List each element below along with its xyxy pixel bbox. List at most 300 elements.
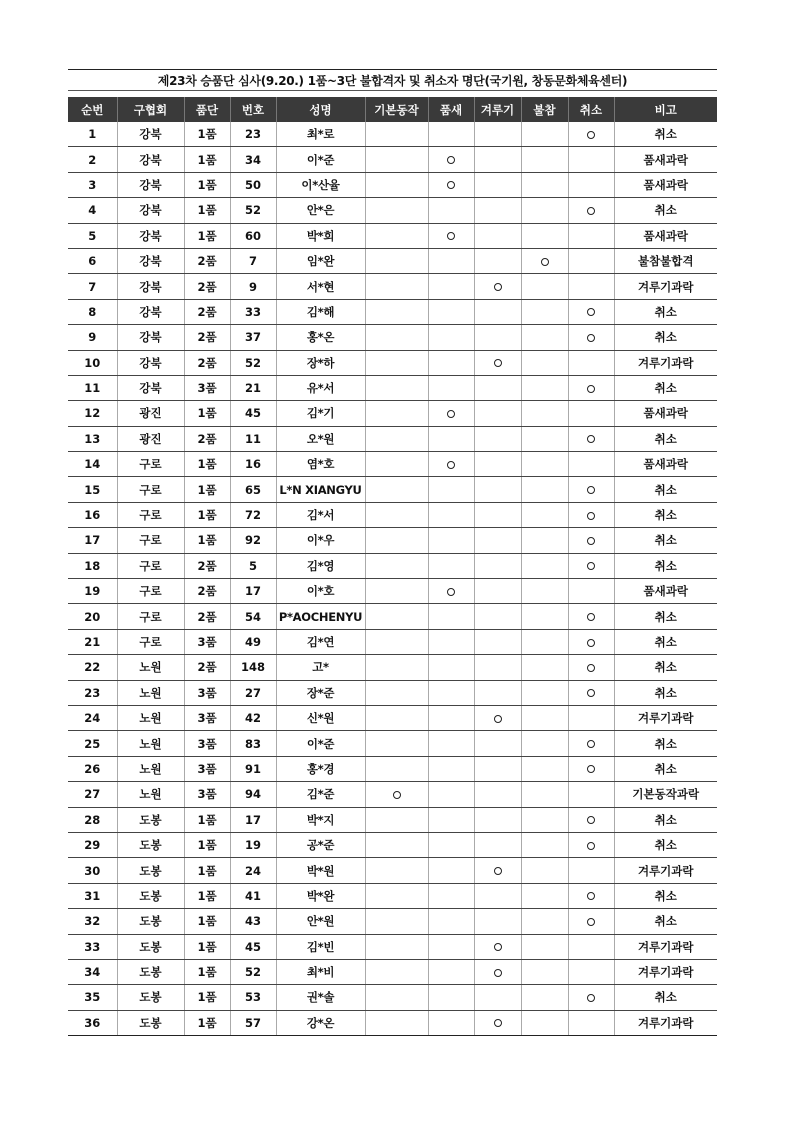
- row-mark-cell: [521, 985, 568, 1010]
- row-no: 2: [68, 147, 117, 172]
- table-row: [68, 655, 717, 680]
- row-mark-cell: [521, 655, 568, 680]
- row-mark-cell: [568, 172, 614, 197]
- row-note: 취소: [614, 198, 717, 223]
- row-mark-cell: [568, 655, 614, 680]
- row-no: 25: [68, 731, 117, 756]
- row-mark-cell: [428, 782, 474, 807]
- row-number: 52: [230, 198, 276, 223]
- row-note: 겨루기과락: [614, 1010, 717, 1035]
- row-rank: 1품: [184, 401, 230, 426]
- row-mark-cell: [474, 858, 521, 883]
- col-header-no: 순번: [68, 97, 117, 122]
- row-region: 노원: [117, 680, 184, 705]
- row-rank: 3품: [184, 756, 230, 781]
- row-mark-cell: [365, 426, 428, 451]
- row-mark-cell: [521, 350, 568, 375]
- row-mark-cell: [568, 934, 614, 959]
- table-row: [68, 375, 717, 400]
- circle-mark-icon: [587, 537, 595, 545]
- row-region: 도봉: [117, 1010, 184, 1035]
- row-region: 도봉: [117, 807, 184, 832]
- row-mark-cell: [521, 172, 568, 197]
- table-row: [68, 426, 717, 451]
- row-mark-cell: [365, 452, 428, 477]
- row-region: 노원: [117, 782, 184, 807]
- row-number: 45: [230, 934, 276, 959]
- row-mark-cell: [568, 325, 614, 350]
- row-mark-cell: [428, 629, 474, 654]
- row-rank: 1품: [184, 172, 230, 197]
- row-name: 박*완: [276, 883, 365, 908]
- row-name: 안*원: [276, 909, 365, 934]
- row-mark-cell: [521, 401, 568, 426]
- row-mark-cell: [428, 274, 474, 299]
- row-region: 강북: [117, 172, 184, 197]
- row-mark-cell: [428, 756, 474, 781]
- row-mark-cell: [521, 502, 568, 527]
- row-note: 품새과락: [614, 147, 717, 172]
- row-name: 김*빈: [276, 934, 365, 959]
- row-region: 구로: [117, 579, 184, 604]
- row-mark-cell: [474, 604, 521, 629]
- row-region: 강북: [117, 325, 184, 350]
- row-note: 겨루기과락: [614, 858, 717, 883]
- row-mark-cell: [521, 477, 568, 502]
- row-mark-cell: [521, 604, 568, 629]
- row-region: 구로: [117, 452, 184, 477]
- row-rank: 3품: [184, 629, 230, 654]
- row-no: 18: [68, 553, 117, 578]
- row-mark-cell: [365, 858, 428, 883]
- row-mark-cell: [474, 959, 521, 984]
- row-region: 도봉: [117, 858, 184, 883]
- row-mark-cell: [568, 401, 614, 426]
- row-name: 박*희: [276, 223, 365, 248]
- row-mark-cell: [474, 248, 521, 273]
- row-no: 16: [68, 502, 117, 527]
- row-mark-cell: [521, 579, 568, 604]
- row-name: 김*서: [276, 502, 365, 527]
- row-mark-cell: [521, 528, 568, 553]
- row-name: 강*온: [276, 1010, 365, 1035]
- row-mark-cell: [365, 756, 428, 781]
- row-mark-cell: [474, 325, 521, 350]
- row-note: 취소: [614, 731, 717, 756]
- circle-mark-icon: [494, 943, 502, 951]
- row-no: 20: [68, 604, 117, 629]
- row-rank: 1품: [184, 1010, 230, 1035]
- row-mark-cell: [521, 274, 568, 299]
- row-mark-cell: [428, 248, 474, 273]
- row-mark-cell: [521, 832, 568, 857]
- row-rank: 1품: [184, 502, 230, 527]
- row-mark-cell: [521, 731, 568, 756]
- row-mark-cell: [474, 172, 521, 197]
- row-mark-cell: [474, 579, 521, 604]
- row-no: 33: [68, 934, 117, 959]
- circle-mark-icon: [494, 867, 502, 875]
- row-name: 이*우: [276, 528, 365, 553]
- row-mark-cell: [568, 985, 614, 1010]
- row-mark-cell: [365, 553, 428, 578]
- row-note: 취소: [614, 985, 717, 1010]
- row-mark-cell: [428, 985, 474, 1010]
- table-row: [68, 401, 717, 426]
- row-mark-cell: [365, 401, 428, 426]
- circle-mark-icon: [587, 207, 595, 215]
- table-body: [68, 122, 717, 1036]
- table-row: [68, 629, 717, 654]
- circle-mark-icon: [494, 283, 502, 291]
- row-no: 28: [68, 807, 117, 832]
- row-mark-cell: [568, 553, 614, 578]
- row-region: 구로: [117, 604, 184, 629]
- row-mark-cell: [521, 122, 568, 147]
- row-no: 5: [68, 223, 117, 248]
- table-row: [68, 350, 717, 375]
- circle-mark-icon: [393, 791, 401, 799]
- row-rank: 1품: [184, 858, 230, 883]
- circle-mark-icon: [587, 131, 595, 139]
- row-mark-cell: [365, 832, 428, 857]
- row-rank: 1품: [184, 528, 230, 553]
- row-mark-cell: [474, 832, 521, 857]
- table-row: [68, 985, 717, 1010]
- row-mark-cell: [428, 198, 474, 223]
- row-number: 17: [230, 807, 276, 832]
- row-mark-cell: [521, 705, 568, 730]
- row-number: 60: [230, 223, 276, 248]
- circle-mark-icon: [494, 359, 502, 367]
- table-row: [68, 452, 717, 477]
- row-no: 13: [68, 426, 117, 451]
- circle-mark-icon: [587, 892, 595, 900]
- row-name: 이*준: [276, 731, 365, 756]
- row-mark-cell: [474, 350, 521, 375]
- row-number: 52: [230, 350, 276, 375]
- row-mark-cell: [474, 528, 521, 553]
- row-region: 강북: [117, 350, 184, 375]
- table-row: [68, 198, 717, 223]
- row-mark-cell: [474, 705, 521, 730]
- row-mark-cell: [474, 502, 521, 527]
- row-mark-cell: [428, 705, 474, 730]
- row-name: 안*은: [276, 198, 365, 223]
- row-no: 17: [68, 528, 117, 553]
- circle-mark-icon: [494, 969, 502, 977]
- row-no: 1: [68, 122, 117, 147]
- row-mark-cell: [521, 299, 568, 324]
- row-mark-cell: [428, 122, 474, 147]
- table-row: [68, 832, 717, 857]
- row-region: 노원: [117, 731, 184, 756]
- row-rank: 2품: [184, 426, 230, 451]
- row-mark-cell: [521, 782, 568, 807]
- row-name: 이*준: [276, 147, 365, 172]
- row-no: 32: [68, 909, 117, 934]
- row-rank: 1품: [184, 883, 230, 908]
- row-number: 49: [230, 629, 276, 654]
- row-mark-cell: [474, 782, 521, 807]
- row-mark-cell: [521, 959, 568, 984]
- row-mark-cell: [474, 1010, 521, 1035]
- circle-mark-icon: [587, 308, 595, 316]
- row-number: 24: [230, 858, 276, 883]
- row-mark-cell: [568, 375, 614, 400]
- circle-mark-icon: [447, 156, 455, 164]
- row-mark-cell: [428, 375, 474, 400]
- table-row: [68, 909, 717, 934]
- row-mark-cell: [365, 299, 428, 324]
- row-region: 도봉: [117, 909, 184, 934]
- row-rank: 1품: [184, 807, 230, 832]
- row-mark-cell: [521, 375, 568, 400]
- row-number: 41: [230, 883, 276, 908]
- row-region: 강북: [117, 122, 184, 147]
- row-mark-cell: [474, 553, 521, 578]
- row-no: 22: [68, 655, 117, 680]
- row-mark-cell: [474, 426, 521, 451]
- row-mark-cell: [365, 782, 428, 807]
- row-rank: 2품: [184, 274, 230, 299]
- row-name: 최*로: [276, 122, 365, 147]
- row-note: 취소: [614, 477, 717, 502]
- col-header-region: 구협회: [117, 97, 184, 122]
- row-mark-cell: [365, 274, 428, 299]
- circle-mark-icon: [587, 639, 595, 647]
- row-rank: 2품: [184, 350, 230, 375]
- row-mark-cell: [568, 248, 614, 273]
- row-region: 도봉: [117, 832, 184, 857]
- row-mark-cell: [568, 1010, 614, 1035]
- table-row: [68, 1010, 717, 1035]
- row-rank: 1품: [184, 452, 230, 477]
- row-rank: 2품: [184, 553, 230, 578]
- row-name: 이*호: [276, 579, 365, 604]
- row-mark-cell: [428, 655, 474, 680]
- row-name: 서*현: [276, 274, 365, 299]
- circle-mark-icon: [447, 461, 455, 469]
- row-mark-cell: [568, 579, 614, 604]
- row-note: 품새과락: [614, 401, 717, 426]
- row-rank: 1품: [184, 198, 230, 223]
- row-note: 겨루기과락: [614, 350, 717, 375]
- circle-mark-icon: [447, 410, 455, 418]
- row-note: 취소: [614, 832, 717, 857]
- row-region: 구로: [117, 528, 184, 553]
- row-note: 취소: [614, 553, 717, 578]
- table-row: [68, 731, 717, 756]
- row-no: 8: [68, 299, 117, 324]
- table-row: [68, 756, 717, 781]
- circle-mark-icon: [587, 562, 595, 570]
- row-name: 김*영: [276, 553, 365, 578]
- row-mark-cell: [428, 401, 474, 426]
- row-no: 34: [68, 959, 117, 984]
- table-row: [68, 325, 717, 350]
- row-mark-cell: [568, 731, 614, 756]
- row-name: 김*기: [276, 401, 365, 426]
- circle-mark-icon: [494, 715, 502, 723]
- row-mark-cell: [428, 934, 474, 959]
- row-mark-cell: [568, 832, 614, 857]
- row-mark-cell: [474, 401, 521, 426]
- row-number: 23: [230, 122, 276, 147]
- row-number: 45: [230, 401, 276, 426]
- row-no: 36: [68, 1010, 117, 1035]
- table-row: [68, 604, 717, 629]
- row-mark-cell: [474, 807, 521, 832]
- row-mark-cell: [474, 883, 521, 908]
- row-note: 취소: [614, 756, 717, 781]
- circle-mark-icon: [587, 664, 595, 672]
- row-rank: 1품: [184, 477, 230, 502]
- table-row: [68, 274, 717, 299]
- row-number: 54: [230, 604, 276, 629]
- row-mark-cell: [521, 858, 568, 883]
- row-mark-cell: [365, 477, 428, 502]
- row-mark-cell: [428, 172, 474, 197]
- circle-mark-icon: [587, 816, 595, 824]
- row-number: 21: [230, 375, 276, 400]
- row-mark-cell: [474, 223, 521, 248]
- row-mark-cell: [568, 858, 614, 883]
- row-note: 취소: [614, 502, 717, 527]
- row-note: 취소: [614, 325, 717, 350]
- table-row: [68, 502, 717, 527]
- row-note: 취소: [614, 122, 717, 147]
- row-mark-cell: [474, 909, 521, 934]
- row-mark-cell: [568, 629, 614, 654]
- row-note: 취소: [614, 680, 717, 705]
- row-mark-cell: [568, 604, 614, 629]
- row-note: 취소: [614, 604, 717, 629]
- row-rank: 1품: [184, 934, 230, 959]
- row-name: 홍*온: [276, 325, 365, 350]
- row-rank: 2품: [184, 655, 230, 680]
- row-mark-cell: [568, 959, 614, 984]
- row-mark-cell: [474, 452, 521, 477]
- row-name: 박*원: [276, 858, 365, 883]
- table-row: [68, 553, 717, 578]
- row-number: 92: [230, 528, 276, 553]
- circle-mark-icon: [587, 689, 595, 697]
- row-number: 11: [230, 426, 276, 451]
- row-name: 김*준: [276, 782, 365, 807]
- circle-mark-icon: [447, 232, 455, 240]
- row-mark-cell: [568, 198, 614, 223]
- row-mark-cell: [428, 553, 474, 578]
- circle-mark-icon: [587, 740, 595, 748]
- row-no: 3: [68, 172, 117, 197]
- row-region: 강북: [117, 248, 184, 273]
- row-rank: 1품: [184, 985, 230, 1010]
- row-number: 27: [230, 680, 276, 705]
- circle-mark-icon: [494, 1019, 502, 1027]
- row-mark-cell: [365, 883, 428, 908]
- circle-mark-icon: [587, 512, 595, 520]
- row-mark-cell: [365, 1010, 428, 1035]
- row-name: P*AOCHENYU: [276, 604, 365, 629]
- row-rank: 1품: [184, 122, 230, 147]
- row-mark-cell: [474, 629, 521, 654]
- row-number: 94: [230, 782, 276, 807]
- table-row: [68, 858, 717, 883]
- row-rank: 2품: [184, 325, 230, 350]
- row-mark-cell: [568, 883, 614, 908]
- table-row: [68, 959, 717, 984]
- row-mark-cell: [521, 223, 568, 248]
- row-number: 7: [230, 248, 276, 273]
- row-mark-cell: [428, 452, 474, 477]
- row-number: 53: [230, 985, 276, 1010]
- col-header-sparring: 겨루기: [474, 97, 521, 122]
- row-region: 강북: [117, 223, 184, 248]
- row-mark-cell: [365, 807, 428, 832]
- row-mark-cell: [428, 223, 474, 248]
- row-mark-cell: [521, 147, 568, 172]
- table-row: [68, 147, 717, 172]
- table-row: [68, 934, 717, 959]
- row-name: 홍*경: [276, 756, 365, 781]
- table-row: [68, 248, 717, 273]
- row-mark-cell: [365, 172, 428, 197]
- row-name: 신*원: [276, 705, 365, 730]
- row-mark-cell: [521, 248, 568, 273]
- row-note: 겨루기과락: [614, 705, 717, 730]
- results-table: [68, 97, 717, 1036]
- row-mark-cell: [365, 350, 428, 375]
- row-mark-cell: [568, 680, 614, 705]
- row-mark-cell: [521, 452, 568, 477]
- row-mark-cell: [365, 655, 428, 680]
- row-mark-cell: [428, 680, 474, 705]
- row-mark-cell: [365, 680, 428, 705]
- row-region: 강북: [117, 198, 184, 223]
- row-mark-cell: [365, 959, 428, 984]
- row-mark-cell: [365, 985, 428, 1010]
- row-number: 16: [230, 452, 276, 477]
- row-mark-cell: [428, 731, 474, 756]
- row-mark-cell: [568, 528, 614, 553]
- circle-mark-icon: [447, 181, 455, 189]
- table-row: [68, 122, 717, 147]
- row-mark-cell: [474, 147, 521, 172]
- row-name: 권*솔: [276, 985, 365, 1010]
- row-region: 도봉: [117, 934, 184, 959]
- row-mark-cell: [365, 705, 428, 730]
- row-mark-cell: [521, 934, 568, 959]
- row-note: 품새과락: [614, 452, 717, 477]
- row-no: 35: [68, 985, 117, 1010]
- row-mark-cell: [568, 452, 614, 477]
- row-mark-cell: [365, 223, 428, 248]
- circle-mark-icon: [587, 918, 595, 926]
- row-name: 오*원: [276, 426, 365, 451]
- row-no: 12: [68, 401, 117, 426]
- circle-mark-icon: [587, 385, 595, 393]
- row-mark-cell: [568, 477, 614, 502]
- row-note: 취소: [614, 299, 717, 324]
- row-name: 김*연: [276, 629, 365, 654]
- row-note: 품새과락: [614, 223, 717, 248]
- row-no: 4: [68, 198, 117, 223]
- row-region: 강북: [117, 147, 184, 172]
- row-region: 노원: [117, 756, 184, 781]
- row-mark-cell: [365, 528, 428, 553]
- row-no: 21: [68, 629, 117, 654]
